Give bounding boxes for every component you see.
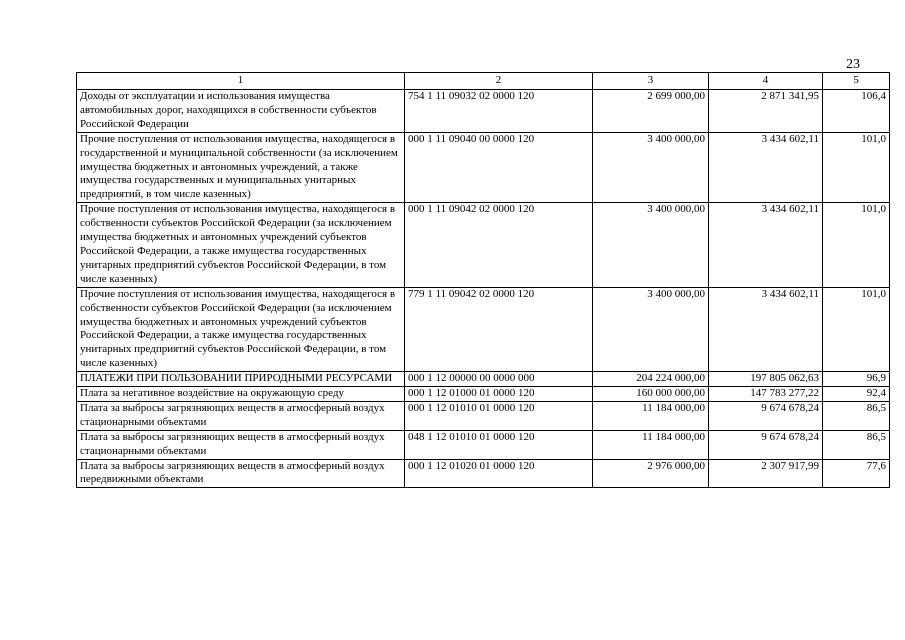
table-row xyxy=(77,387,890,402)
execution-percent: 101,0 xyxy=(823,287,890,371)
actual-amount: 147 783 277,22 xyxy=(709,387,823,402)
revenue-name: ПЛАТЕЖИ ПРИ ПОЛЬЗОВАНИИ ПРИРОДНЫМИ РЕСУРСАМИ xyxy=(77,372,405,387)
revenue-name: Доходы от эксплуатации и использования имущества автомобильных дорог, находящихся в собственности субъектов Российской Федерации xyxy=(77,90,405,133)
column-number-4: 4 xyxy=(709,73,823,90)
revenue-name: Плата за негативное воздействие на окружающую среду xyxy=(77,387,405,402)
revenue-table xyxy=(76,72,890,488)
actual-amount: 2 307 917,99 xyxy=(709,459,823,488)
planned-amount: 204 224 000,00 xyxy=(593,372,709,387)
planned-amount: 3 400 000,00 xyxy=(593,287,709,371)
budget-code: 779 1 11 09042 02 0000 120 xyxy=(405,287,593,371)
planned-amount: 11 184 000,00 xyxy=(593,430,709,459)
actual-amount: 197 805 062,63 xyxy=(709,372,823,387)
table-row xyxy=(77,372,890,387)
actual-amount: 3 434 602,11 xyxy=(709,203,823,287)
planned-amount: 2 976 000,00 xyxy=(593,459,709,488)
revenue-name: Плата за выбросы загрязняющих веществ в атмосферный воздух стационарными объектами xyxy=(77,401,405,430)
budget-code: 000 1 12 01010 01 0000 120 xyxy=(405,401,593,430)
execution-percent: 101,0 xyxy=(823,132,890,203)
execution-percent: 86,5 xyxy=(823,401,890,430)
budget-code: 000 1 11 09042 02 0000 120 xyxy=(405,203,593,287)
budget-code: 048 1 12 01010 01 0000 120 xyxy=(405,430,593,459)
revenue-name: Прочие поступления от использования имущества, находящегося в государственной и муниципальной собственности (за исключением имущества бюджетных и автономных учреждений, а также имущества государственных и муниципальных унитарных предприятий, в том числе казенных) xyxy=(77,132,405,203)
revenue-name: Прочие поступления от использования имущества, находящегося в собственности субъектов Российской Федерации (за исключением имущества бюджетных и автономных учреждений субъектов Российской Федерации, а также имущества государственных унитарных предприятий субъектов Российской Федерации, в том числе казенных) xyxy=(77,287,405,371)
revenue-name: Плата за выбросы загрязняющих веществ в атмосферный воздух стационарными объектами xyxy=(77,430,405,459)
execution-percent: 101,0 xyxy=(823,203,890,287)
actual-amount: 2 871 341,95 xyxy=(709,90,823,133)
planned-amount: 11 184 000,00 xyxy=(593,401,709,430)
execution-percent: 92,4 xyxy=(823,387,890,402)
column-number-5: 5 xyxy=(823,73,890,90)
revenue-name: Прочие поступления от использования имущества, находящегося в собственности субъектов Российской Федерации (за исключением имущества бюджетных и автономных учреждений субъектов Российской Федерации, а также имущества государственных унитарных предприятий субъектов Российской Федерации, в том числе казенных) xyxy=(77,203,405,287)
table-row xyxy=(77,132,890,203)
table-row xyxy=(77,430,890,459)
column-number-2: 2 xyxy=(405,73,593,90)
column-number-1: 1 xyxy=(77,73,405,90)
planned-amount: 3 400 000,00 xyxy=(593,132,709,203)
table-row xyxy=(77,203,890,287)
table-row xyxy=(77,401,890,430)
page-number: 23 xyxy=(846,57,860,72)
execution-percent: 106,4 xyxy=(823,90,890,133)
execution-percent: 86,5 xyxy=(823,430,890,459)
budget-code: 000 1 12 00000 00 0000 000 xyxy=(405,372,593,387)
budget-code: 000 1 12 01020 01 0000 120 xyxy=(405,459,593,488)
revenue-name: Плата за выбросы загрязняющих веществ в атмосферный воздух передвижными объектами xyxy=(77,459,405,488)
actual-amount: 3 434 602,11 xyxy=(709,287,823,371)
planned-amount: 3 400 000,00 xyxy=(593,203,709,287)
execution-percent: 77,6 xyxy=(823,459,890,488)
column-number-row xyxy=(77,73,890,90)
planned-amount: 2 699 000,00 xyxy=(593,90,709,133)
budget-code: 000 1 11 09040 00 0000 120 xyxy=(405,132,593,203)
table-row xyxy=(77,90,890,133)
budget-code: 754 1 11 09032 02 0000 120 xyxy=(405,90,593,133)
table-row xyxy=(77,459,890,488)
actual-amount: 3 434 602,11 xyxy=(709,132,823,203)
planned-amount: 160 000 000,00 xyxy=(593,387,709,402)
budget-code: 000 1 12 01000 01 0000 120 xyxy=(405,387,593,402)
actual-amount: 9 674 678,24 xyxy=(709,401,823,430)
actual-amount: 9 674 678,24 xyxy=(709,430,823,459)
execution-percent: 96,9 xyxy=(823,372,890,387)
table-row xyxy=(77,287,890,371)
column-number-3: 3 xyxy=(593,73,709,90)
